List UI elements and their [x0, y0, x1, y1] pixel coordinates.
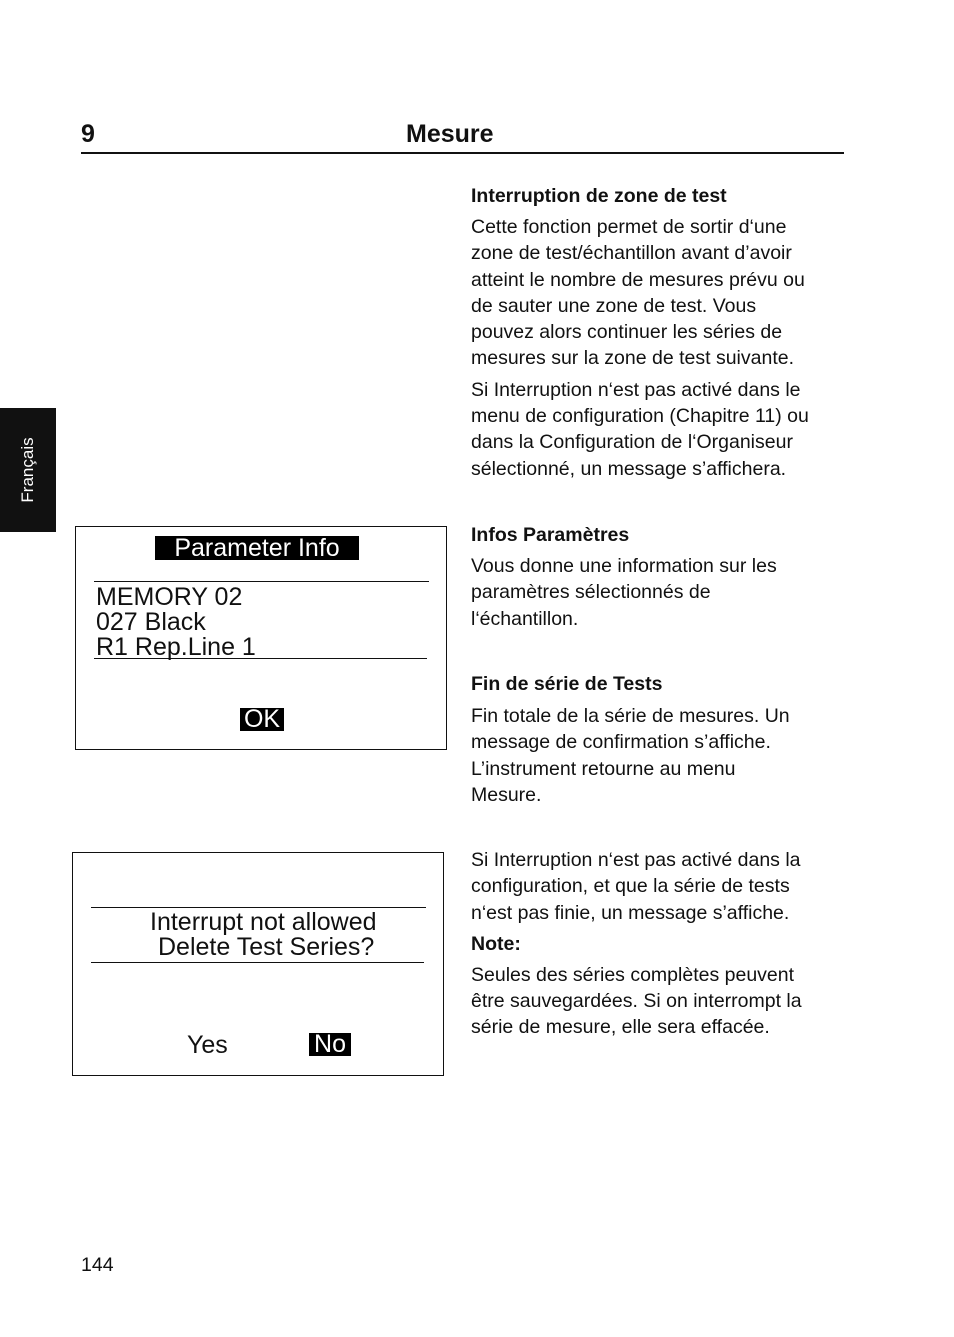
interrupt-message: Interrupt not allowed: [150, 908, 377, 936]
page-number: 144: [81, 1254, 114, 1276]
section-heading-interruption: Interruption de zone de test: [471, 185, 727, 207]
rep-line: R1 Rep.Line 1: [96, 633, 256, 661]
language-tab-label: Français: [18, 437, 37, 503]
section-interrupt-info: [471, 847, 846, 1041]
parameter-info-title: Parameter Info: [155, 536, 359, 560]
chapter-number: 9: [81, 120, 95, 148]
paragraph-fin: Fin totale de la série de mesures. Un message de confirmation s’affiche. L’instrument retourne au menu Mesure.: [471, 705, 790, 806]
note-label: Note:: [471, 932, 521, 955]
memory-line: MEMORY 02: [96, 583, 243, 611]
language-tab: [0, 408, 56, 532]
section-fin: [471, 671, 846, 808]
interrupt-screen: [72, 852, 444, 1076]
divider: [94, 658, 427, 659]
paragraph-interrupt-info: Si Interruption n‘est pas activé dans la configuration, et que la série de tests n‘est pas finie, un message s’affiche.: [471, 849, 801, 924]
yes-button[interactable]: Yes: [187, 1031, 228, 1059]
section-heading-infos: Infos Paramètres: [471, 524, 630, 546]
paragraph-interruption-1: Cette fonction permet de sortir d‘une zone de test/échantillon avant d’avoir atteint le nombre de mesures prévu ou de sauter une zone de test. Vous pouvez alors continuer les séries de mesures sur la zone de test suivante.: [471, 216, 805, 370]
divider: [91, 962, 424, 963]
ok-button[interactable]: OK: [240, 708, 284, 731]
delete-question: Delete Test Series?: [158, 933, 375, 961]
section-interruption: [471, 183, 846, 482]
section-infos: [471, 522, 846, 632]
parameter-info-screen: [75, 526, 447, 750]
color-line: 027 Black: [96, 608, 206, 636]
chapter-header: [81, 118, 844, 154]
chapter-title: Mesure: [406, 120, 494, 148]
paragraph-infos: Vous donne une information sur les paramètres sélectionnés de l‘échantillon.: [471, 555, 777, 630]
section-heading-fin: Fin de série de Tests: [471, 673, 663, 695]
no-button[interactable]: No: [309, 1033, 351, 1056]
paragraph-interruption-2: Si Interruption n‘est pas activé dans le menu de configuration (Chapitre 11) ou dans la Configuration de l‘Organiseur sélectionné, un message s’affichera.: [471, 378, 809, 480]
divider: [94, 581, 429, 582]
paragraph-note: Seules des séries complètes peuvent être sauvegardées. Si on interrompt la série de mesure, elle sera effacée.: [471, 963, 802, 1039]
